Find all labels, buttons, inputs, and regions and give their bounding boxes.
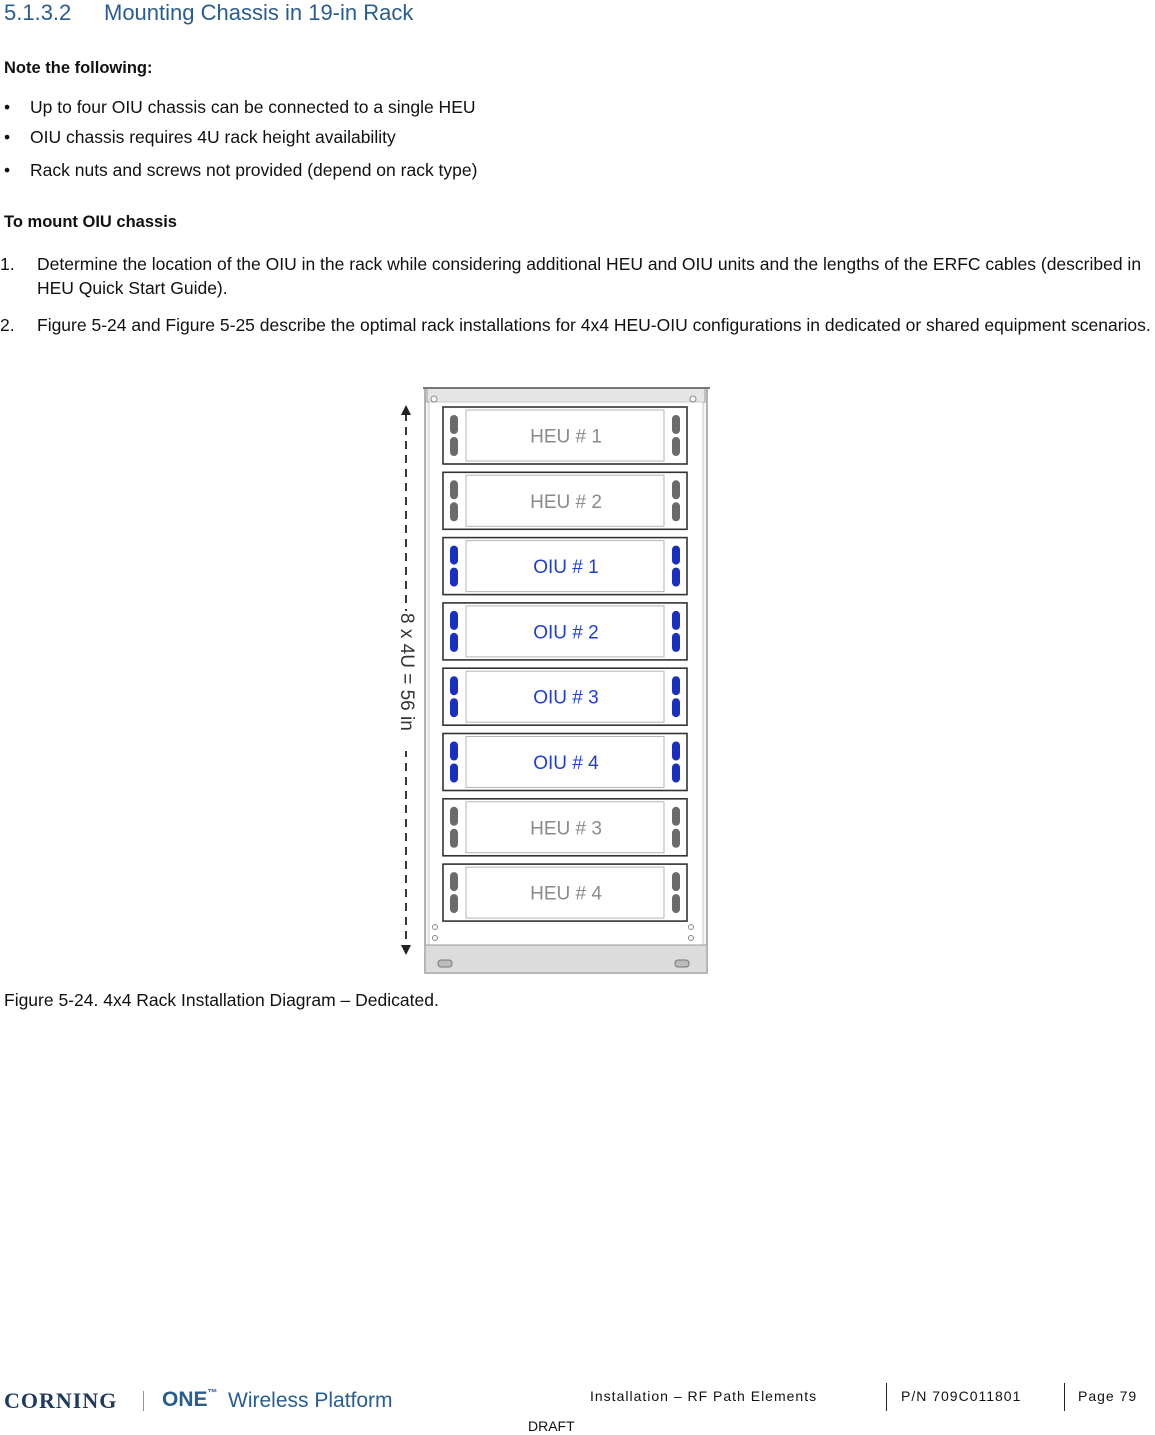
handle-icon <box>672 698 680 717</box>
rack-base <box>425 945 707 973</box>
heu-unit <box>443 799 687 856</box>
handle-icon <box>450 829 458 848</box>
footer-part-number: P/N 709C011801 <box>901 1388 1022 1404</box>
note-item: • Rack nuts and screws not provided (depend on rack type) <box>4 160 478 180</box>
product-name: Wireless Platform <box>228 1389 393 1412</box>
handle-icon <box>672 415 680 434</box>
handle-icon <box>672 568 680 587</box>
screw-icon <box>689 936 694 941</box>
handle-icon <box>450 502 458 521</box>
handle-icon <box>450 611 458 630</box>
handle-icon <box>450 633 458 652</box>
screw-icon <box>689 925 694 930</box>
logo-divider <box>143 1391 144 1411</box>
procedure-title: To mount OIU chassis <box>4 213 177 231</box>
screw-icon <box>433 925 438 930</box>
handle-icon <box>450 415 458 434</box>
footer-divider <box>886 1383 887 1411</box>
heu-unit <box>443 407 687 464</box>
step-number: 1. <box>0 254 15 274</box>
handle-icon <box>672 611 680 630</box>
note-item: • OIU chassis requires 4U rack height availability <box>4 127 396 147</box>
handle-icon <box>450 894 458 913</box>
section-number: 5.1.3.2 <box>4 0 72 25</box>
corning-logo: CORNING <box>4 1388 118 1413</box>
unit-label: OIU # 1 <box>533 557 599 579</box>
dimension-label: 8 x 4U = 56 in <box>396 613 417 731</box>
step-text: Determine the location of the OIU in the rack while considering additional HEU and OIU units and the lengths of the ERFC cables (described in HEU Quick Start Guide). <box>37 254 1142 298</box>
footer-page: Page 79 <box>1078 1388 1138 1404</box>
handle-icon <box>672 742 680 761</box>
handle-icon <box>450 807 458 826</box>
section-title: Mounting Chassis in 19-in Rack <box>104 0 414 25</box>
oiu-unit <box>443 668 687 725</box>
section-heading <box>4 0 413 26</box>
footer-divider <box>1064 1383 1065 1411</box>
handle-icon <box>450 872 458 891</box>
draft-label: DRAFT <box>528 1418 575 1434</box>
handle-icon <box>672 546 680 565</box>
one-logo: ONE™ <box>162 1388 218 1411</box>
handle-icon <box>450 764 458 783</box>
handle-icon <box>450 480 458 499</box>
arrow-down-icon <box>401 945 411 955</box>
arrow-up-icon <box>401 405 411 415</box>
handle-icon <box>672 437 680 456</box>
procedure-step <box>0 252 1155 300</box>
foot-icon <box>675 960 689 967</box>
handle-icon <box>672 633 680 652</box>
oiu-unit <box>443 538 687 595</box>
screw-icon <box>433 936 438 941</box>
screw-icon <box>690 396 696 402</box>
handle-icon <box>450 742 458 761</box>
handle-icon <box>450 546 458 565</box>
handle-icon <box>450 698 458 717</box>
handle-icon <box>450 437 458 456</box>
unit-label: OIU # 2 <box>533 622 599 644</box>
heu-unit <box>443 864 687 921</box>
step-text: Figure 5-24 and Figure 5-25 describe the optimal rack installations for 4x4 HEU-OIU configurations in dedicated or shared equipment scenarios. <box>37 315 1151 335</box>
unit-label: HEU # 2 <box>530 491 602 513</box>
oiu-unit <box>443 603 687 660</box>
procedure-step <box>0 313 1155 337</box>
step-number: 2. <box>0 315 15 335</box>
figure-caption: Figure 5-24. 4x4 Rack Installation Diagram – Dedicated. <box>4 990 439 1010</box>
rack-diagram <box>385 385 715 977</box>
unit-label: HEU # 3 <box>530 818 602 840</box>
handle-icon <box>672 676 680 695</box>
handle-icon <box>450 676 458 695</box>
note-item: • Up to four OIU chassis can be connected to a single HEU <box>4 97 476 117</box>
unit-label: HEU # 4 <box>530 883 602 905</box>
unit-label: HEU # 1 <box>530 426 602 448</box>
handle-icon <box>672 480 680 499</box>
unit-label: OIU # 4 <box>533 753 599 774</box>
handle-icon <box>450 568 458 587</box>
handle-icon <box>672 764 680 783</box>
handle-icon <box>672 502 680 521</box>
handle-icon <box>672 829 680 848</box>
oiu-unit <box>443 734 687 791</box>
handle-icon <box>672 872 680 891</box>
footer-section: Installation – RF Path Elements <box>590 1388 818 1404</box>
handle-icon <box>672 807 680 826</box>
heu-unit <box>443 472 687 529</box>
foot-icon <box>438 960 452 967</box>
unit-label: OIU # 3 <box>533 687 599 709</box>
rack-top-bar <box>427 388 705 402</box>
handle-icon <box>672 894 680 913</box>
notes-title: Note the following: <box>4 59 153 77</box>
screw-icon <box>431 396 437 402</box>
